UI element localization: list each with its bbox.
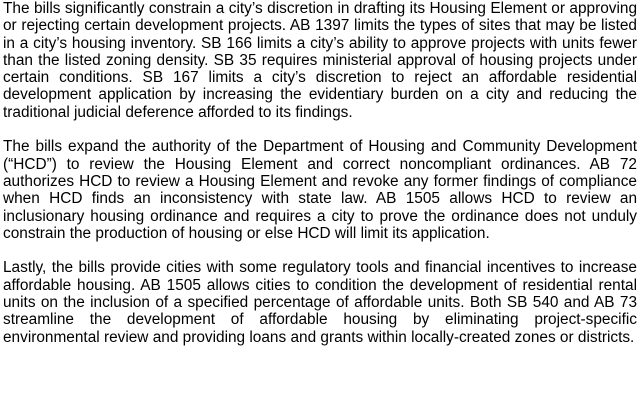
paragraph-constraints: The bills significantly constrain a city’s discretion in drafting its Housing Element or approving or rejecting certain development projects. AB 1397 limits the types of sites that may be listed in a city’s housing inventory. SB 166 limits a city’s ability to approve projects with units fewer than the listed zoning density. SB 35 requires ministerial approval of housing projects under certain conditions. SB 167 limits a city’s discretion to reject an affordable residential development application by increasing the evidentiary burden on a city and reducing the traditional judicial deference afforded to its findings. — [3, 0, 637, 121]
paragraph-hcd-authority: The bills expand the authority of the Department of Housing and Community Development (“HCD”) to review the Housing Element and correct noncompliant ordinances. AB 72 authorizes HCD to review a Housing Element and revoke any former findings of compliance when HCD finds an inconsistency with state law. AB 1505 allows HCD to review an inclusionary housing ordinance and requires a city to prove the ordinance does not unduly constrain the production of housing or else HCD will limit its application. — [3, 138, 637, 242]
paragraph-incentives: Lastly, the bills provide cities with some regulatory tools and financial incentives to increase affordable housing. AB 1505 allows cities to condition the development of residential rental units on the inclusion of a specified percentage of affordable units. Both SB 540 and AB 73 streamline the development of affordable housing by eliminating project-specific environmental review and providing loans and grants within locally-created zones or districts. — [3, 259, 637, 346]
document-body — [3, 0, 637, 346]
